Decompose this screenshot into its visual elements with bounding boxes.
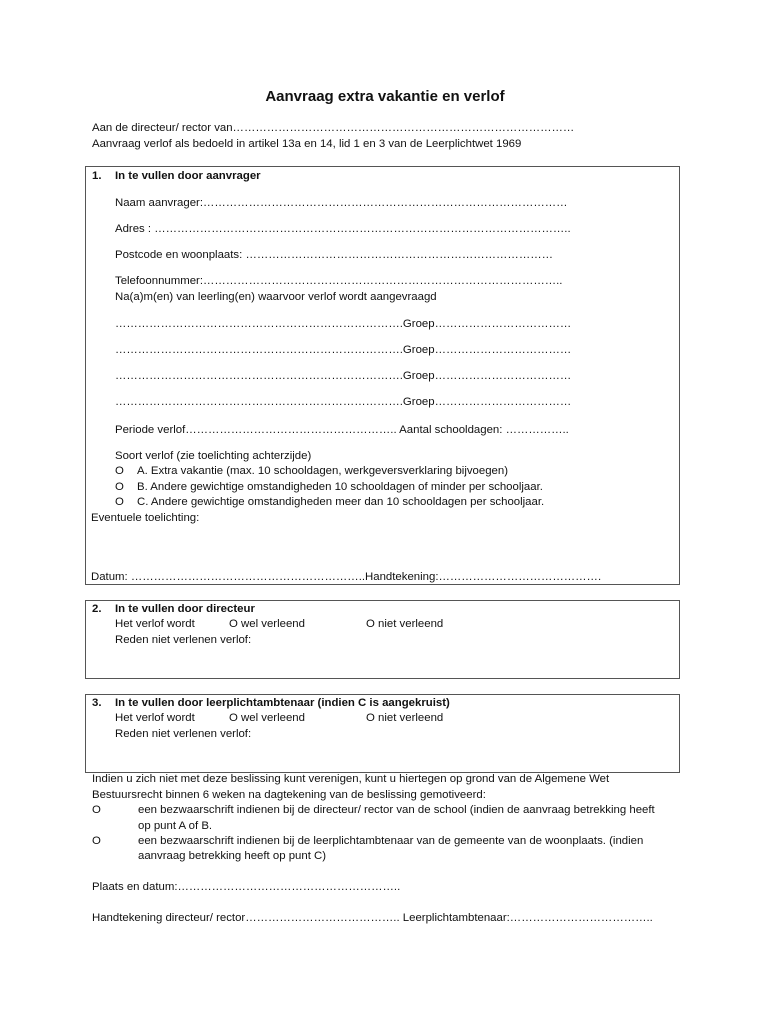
niet-verleend-option[interactable]: O niet verleend — [366, 712, 444, 724]
bezwaar-item-2-line1: een bezwaarschrift indienen bij de leerplichtambtenaar van de gemeente van de woonplaats. (indien — [138, 835, 644, 847]
section1-heading: In te vullen door aanvrager — [115, 170, 261, 182]
toelichting-field[interactable]: Eventuele toelichting: — [91, 512, 200, 524]
section2-number: 2. — [92, 603, 102, 615]
bezwaar-item-1-line1: een bezwaarschrift indienen bij de directeur/ rector van de school (indien de aanvraag betrekking heeft — [138, 804, 655, 816]
wel-verleend-option[interactable]: O wel verleend — [229, 618, 305, 630]
option-c-label: C. Andere gewichtige omstandigheden meer dan 10 schooldagen per schooljaar. — [137, 496, 545, 508]
verlof-wordt-label: Het verlof wordt — [115, 618, 195, 630]
wel-verleend-option[interactable]: O wel verleend — [229, 712, 305, 724]
intro-legal-basis: Aanvraag verlof als bedoeld in artikel 13a en 14, lid 1 en 3 van de Leerplichtwet 1969 — [92, 137, 522, 150]
intro-addressee: Aan de directeur/ rector van……………………………………………………………………………… — [92, 122, 575, 134]
option-c-checkbox[interactable]: O — [115, 496, 124, 508]
section3-number: 3. — [92, 697, 102, 709]
leerling-groep-row[interactable]: ………………………………………………………………….Groep……………………………… — [115, 344, 572, 356]
section-directeur — [85, 600, 680, 679]
postcode-woonplaats-field[interactable]: Postcode en woonplaats: ……………………………………………………………………… — [115, 249, 553, 261]
reden-field[interactable]: Reden niet verlenen verlof: — [115, 728, 252, 740]
leerling-groep-row[interactable]: ………………………………………………………………….Groep……………………………… — [115, 318, 572, 330]
plaats-datum-field[interactable]: Plaats en datum:………………………………………………….. — [92, 881, 401, 893]
option-b-label: B. Andere gewichtige omstandigheden 10 schooldagen of minder per schooljaar. — [137, 481, 543, 493]
naam-aanvrager-field[interactable]: Naam aanvrager:…………………………………………………………………………………… — [115, 197, 568, 209]
section-leerplichtambtenaar — [85, 694, 680, 773]
section3-heading: In te vullen door leerplichtambtenaar (indien C is aangekruist) — [115, 697, 450, 709]
bezwaar-item-2-line2: aanvraag betrekking heeft op punt C) — [138, 850, 327, 862]
periode-verlof-field[interactable]: Periode verlof……………………………………………….. Aantal schooldagen: …………….. — [115, 424, 569, 436]
reden-field[interactable]: Reden niet verlenen verlof: — [115, 634, 252, 646]
leerling-groep-row[interactable]: ………………………………………………………………….Groep……………………………… — [115, 396, 572, 408]
page-title: Aanvraag extra vakantie en verlof — [265, 88, 505, 105]
bezwaar-item-1-line2: op punt A of B. — [138, 820, 213, 832]
section1-number: 1. — [92, 170, 102, 182]
option-a-label: A. Extra vakantie (max. 10 schooldagen, werkgeversverklaring bijvoegen) — [137, 465, 509, 477]
verlof-wordt-label: Het verlof wordt — [115, 712, 195, 724]
bezwaar-line: Indien u zich niet met deze beslissing kunt verenigen, kunt u hiertegen op grond van de Algemene Wet — [92, 773, 610, 785]
section-aanvrager — [85, 166, 680, 585]
section2-heading: In te vullen door directeur — [115, 603, 255, 615]
leerlingen-label: Na(a)m(en) van leerling(en) waarvoor verlof wordt aangevraagd — [115, 291, 437, 303]
option-a-checkbox[interactable]: O — [115, 465, 124, 477]
bezwaar-text — [92, 772, 682, 803]
bezwaar-line: Bestuursrecht binnen 6 weken na dagtekening van de beslissing gemotiveerd: — [92, 788, 486, 801]
bezwaar-item-1-mark: O — [92, 804, 101, 816]
option-b-checkbox[interactable]: O — [115, 481, 124, 493]
leerling-groep-row[interactable]: ………………………………………………………………….Groep……………………………… — [115, 370, 572, 382]
intro — [92, 121, 692, 152]
datum-handtekening-field[interactable]: Datum: ……………………………………………………..Handtekening:……………………………………. — [91, 571, 602, 583]
adres-field[interactable]: Adres : ……………………………………………………………………………………………….. — [115, 223, 571, 235]
handtekening-field[interactable]: Handtekening directeur/ rector………………………………….. Leerplichtambtenaar:……………………………….. — [92, 912, 653, 924]
niet-verleend-option[interactable]: O niet verleend — [366, 618, 444, 630]
bezwaar-item-2-mark: O — [92, 835, 101, 847]
telefoonnummer-field[interactable]: Telefoonnummer:………………………………………………………………………………….. — [115, 275, 563, 287]
soort-verlof-label: Soort verlof (zie toelichting achterzijde) — [115, 450, 312, 462]
